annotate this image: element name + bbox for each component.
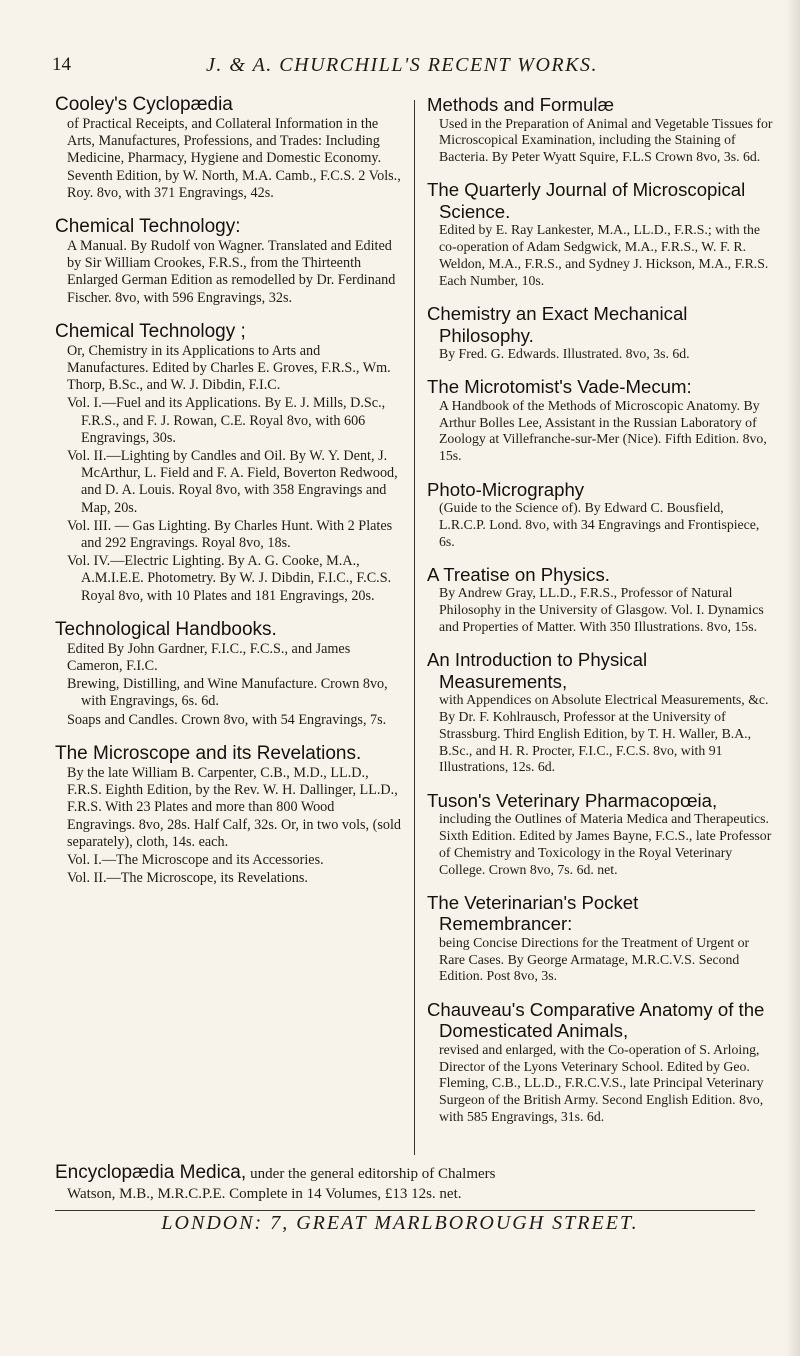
- volume-line: Vol. IV.—Electric Lighting. By A. G. Cooke, M.A., A.M.I.E.E. Photometry. By W. J. Dibdin, F.I.C., F.C.S. Royal 8vo, with 10 Plates and 181 Engravings, 20s.: [67, 553, 392, 604]
- book-entry: [427, 892, 773, 985]
- page-number: 14: [52, 54, 71, 75]
- entry-body: Or, Chemistry in its Applications to Arts and Manufactures. Edited by Charles E. Groves, F.R.S., Wm. Thorp, B.Sc., and W. J. Dibdin, F.I.C.: [67, 342, 391, 394]
- book-entry: [427, 790, 773, 879]
- book-entry: [427, 999, 773, 1126]
- entry-body-continued: Watson, M.B., M.R.C.P.E. Complete in 14 Volumes, £13 12s. net.: [67, 1186, 462, 1202]
- volume-line: Soaps and Candles. Crown 8vo, with 54 Engravings, 7s.: [67, 711, 387, 728]
- entry-body: Used in the Preparation of Animal and Vegetable Tissues for Microscopical Examination, including the Staining of Bacteria. By Peter Wyatt Squire, F.L.S Crown 8vo, 3s. 6d.: [439, 115, 773, 165]
- volume-line: Vol. III. — Gas Lighting. By Charles Hunt. With 2 Plates and 292 Engravings. Royal 8vo, 18s.: [67, 517, 393, 552]
- book-entry: [55, 743, 401, 887]
- entry-body: of Practical Receipts, and Collateral Information in the Arts, Manufactures, Professions, and Trades: Including Medicine, Pharmacy, Hygiene and Domestic Economy. Seventh Edition, by W. North, M.A. Camb., F.C.S. 2 Vols., Roy. 8vo, with 371 Engravings, 42s.: [67, 116, 401, 201]
- entry-title: Encyclopædia Medica,: [55, 1162, 247, 1183]
- entry-body: Edited by E. Ray Lankester, M.A., LL.D., F.R.S.; with the co-operation of Adam Sedgwick, M.A., F.R.S., W. F. R. Weldon, M.A., F.R.S., and Sydney J. Hickson, M.A., F.R.S. Each Number, 10s.: [439, 222, 769, 288]
- entry-body: A Handbook of the Methods of Microscopic Anatomy. By Arthur Bolles Lee, Assistant in the Russian Laboratory of Zoology at Villefranche-sur-Mer (Nice). Fifth Edition. 8vo, 15s.: [439, 397, 767, 464]
- right-column: [427, 94, 773, 1139]
- book-entry: [427, 303, 773, 363]
- entry-title: Chemical Technology ;: [55, 320, 246, 342]
- entry-body: under the general editorship of Chalmers: [250, 1166, 496, 1182]
- entry-title: An Introduction to Physical Measurements,: [427, 649, 648, 692]
- footer-entry: [55, 1162, 755, 1204]
- entry-body: A Manual. By Rudolf von Wagner. Translated and Edited by Sir William Crookes, F.R.S., from the Thirteenth Enlarged German Edition as remodelled by Dr. Ferdinand Fischer. 8vo, with 596 Engravings, 32s.: [67, 238, 396, 306]
- entry-body: Edited By John Gardner, F.I.C., F.C.S., and James Cameron, F.I.C.: [67, 640, 351, 675]
- entry-title: Chemical Technology:: [55, 216, 241, 238]
- entry-body: with Appendices on Absolute Electrical Measurements, &c. By Dr. F. Kohlrausch, Professor at the University of Strassburg. Third English Edition, by T. H. Waller, B.A., B.Sc., and H. R. Procter, F.I.C., F.C.S. 8vo, with 91 Illustrations, 12s. 6d.: [439, 692, 769, 775]
- entry-body: including the Outlines of Materia Medica and Therapeutics. Sixth Edition. Edited by James Bayne, F.C.S., late Professor of Chemistry and Toxicology in the Royal Veterinary College. Crown 8vo, 7s. 6d. net.: [439, 811, 772, 877]
- entry-title: The Quarterly Journal of Microscopical Science.: [427, 179, 746, 222]
- entry-title: Technological Handbooks.: [55, 618, 277, 640]
- entry-title: The Microscope and its Revelations.: [55, 742, 362, 764]
- entry-body: By Fred. G. Edwards. Illustrated. 8vo, 3s. 6d.: [439, 346, 690, 362]
- book-entry: [55, 94, 401, 202]
- entry-title: The Microtomist's Vade-Mecum:: [427, 376, 692, 398]
- entry-body: By the late William B. Carpenter, C.B., M.D., LL.D., F.R.S. Eighth Edition, by the Rev. W. H. Dallinger, LL.D., F.R.S. With 23 Plates and more than 800 Wood Engravings. 8vo, 28s. Half Calf, 32s. Or, in two vols, (sold separately), cloth, 14s. each.: [67, 764, 401, 850]
- volume-line: Vol. II.—The Microscope, its Revelations.: [67, 870, 308, 887]
- book-entry: [55, 216, 401, 307]
- entry-title: Cooley's Cyclopædia: [55, 94, 233, 115]
- entry-body: (Guide to the Science of). By Edward C. Bousfield, L.R.C.P. Lond. 8vo, with 34 Engravings and Frontispiece, 6s.: [439, 500, 760, 549]
- left-column: [55, 94, 401, 901]
- entry-body: revised and enlarged, with the Co-operation of S. Arloing, Director of the Lyons Veterinary School. Edited by Geo. Fleming, C.B., LL.D., F.R.C.V.S., late Principal Veterinary Surgeon of the British Army. Second English Edition. 8vo, with 585 Engravings, 31s. 6d.: [439, 1041, 764, 1124]
- book-entry: [427, 649, 773, 776]
- book-entry: [55, 619, 401, 729]
- book-entry: [427, 564, 773, 636]
- footer-rule: [55, 1210, 755, 1211]
- entry-title: Methods and Formulæ: [427, 94, 615, 115]
- column-divider: [414, 100, 415, 1155]
- entry-title: Chauveau's Comparative Anatomy of the Domesticated Animals,: [427, 998, 765, 1042]
- entry-title: Photo-Micrography: [427, 478, 585, 500]
- volume-line: Vol. II.—Lighting by Candles and Oil. By W. Y. Dent, J. McArthur, L. Field and F. A. Field, Boverton Redwood, and D. A. Louis. Royal 8vo, with 358 Engravings and Map, 20s.: [67, 448, 398, 516]
- book-entry: [427, 179, 773, 289]
- entry-body: being Concise Directions for the Treatment of Urgent or Rare Cases. By George Armatage, M.R.C.V.S. Second Edition. Post 8vo, 3s.: [439, 934, 750, 984]
- volume-line: Vol. I.—The Microscope and its Accessories.: [67, 851, 324, 868]
- entry-title: The Veterinarian's Pocket Remembrancer:: [427, 891, 639, 935]
- entry-title: Tuson's Veterinary Pharmacopœia,: [427, 789, 718, 811]
- entry-title: Chemistry an Exact Mechanical Philosophy.: [427, 303, 688, 346]
- entry-title: A Treatise on Physics.: [427, 563, 610, 585]
- book-entry: [427, 376, 773, 465]
- publisher-address: LONDON: 7, GREAT MARLBOROUGH STREET.: [161, 1212, 639, 1234]
- volume-line: Vol. I.—Fuel and its Applications. By E. J. Mills, D.Sc., F.R.S., and F. J. Rowan, C.E. Royal 8vo, with 606 Engravings, 30s.: [67, 395, 386, 446]
- volume-line: Brewing, Distilling, and Wine Manufacture. Crown 8vo, with Engravings, 6s. 6d.: [67, 676, 388, 710]
- book-entry: [55, 321, 401, 605]
- book-entry: [427, 479, 773, 551]
- running-title: J. & A. CHURCHILL'S RECENT WORKS.: [206, 54, 598, 76]
- entry-body: By Andrew Gray, LL.D., F.R.S., Professor of Natural Philosophy in the University of Glasgow. Vol. I. Dynamics and Properties of Matter. With 350 Illustrations. 8vo, 15s.: [439, 585, 764, 634]
- page-header: [52, 54, 752, 84]
- book-entry: [427, 94, 773, 166]
- page-edge-shadow: [786, 0, 800, 1356]
